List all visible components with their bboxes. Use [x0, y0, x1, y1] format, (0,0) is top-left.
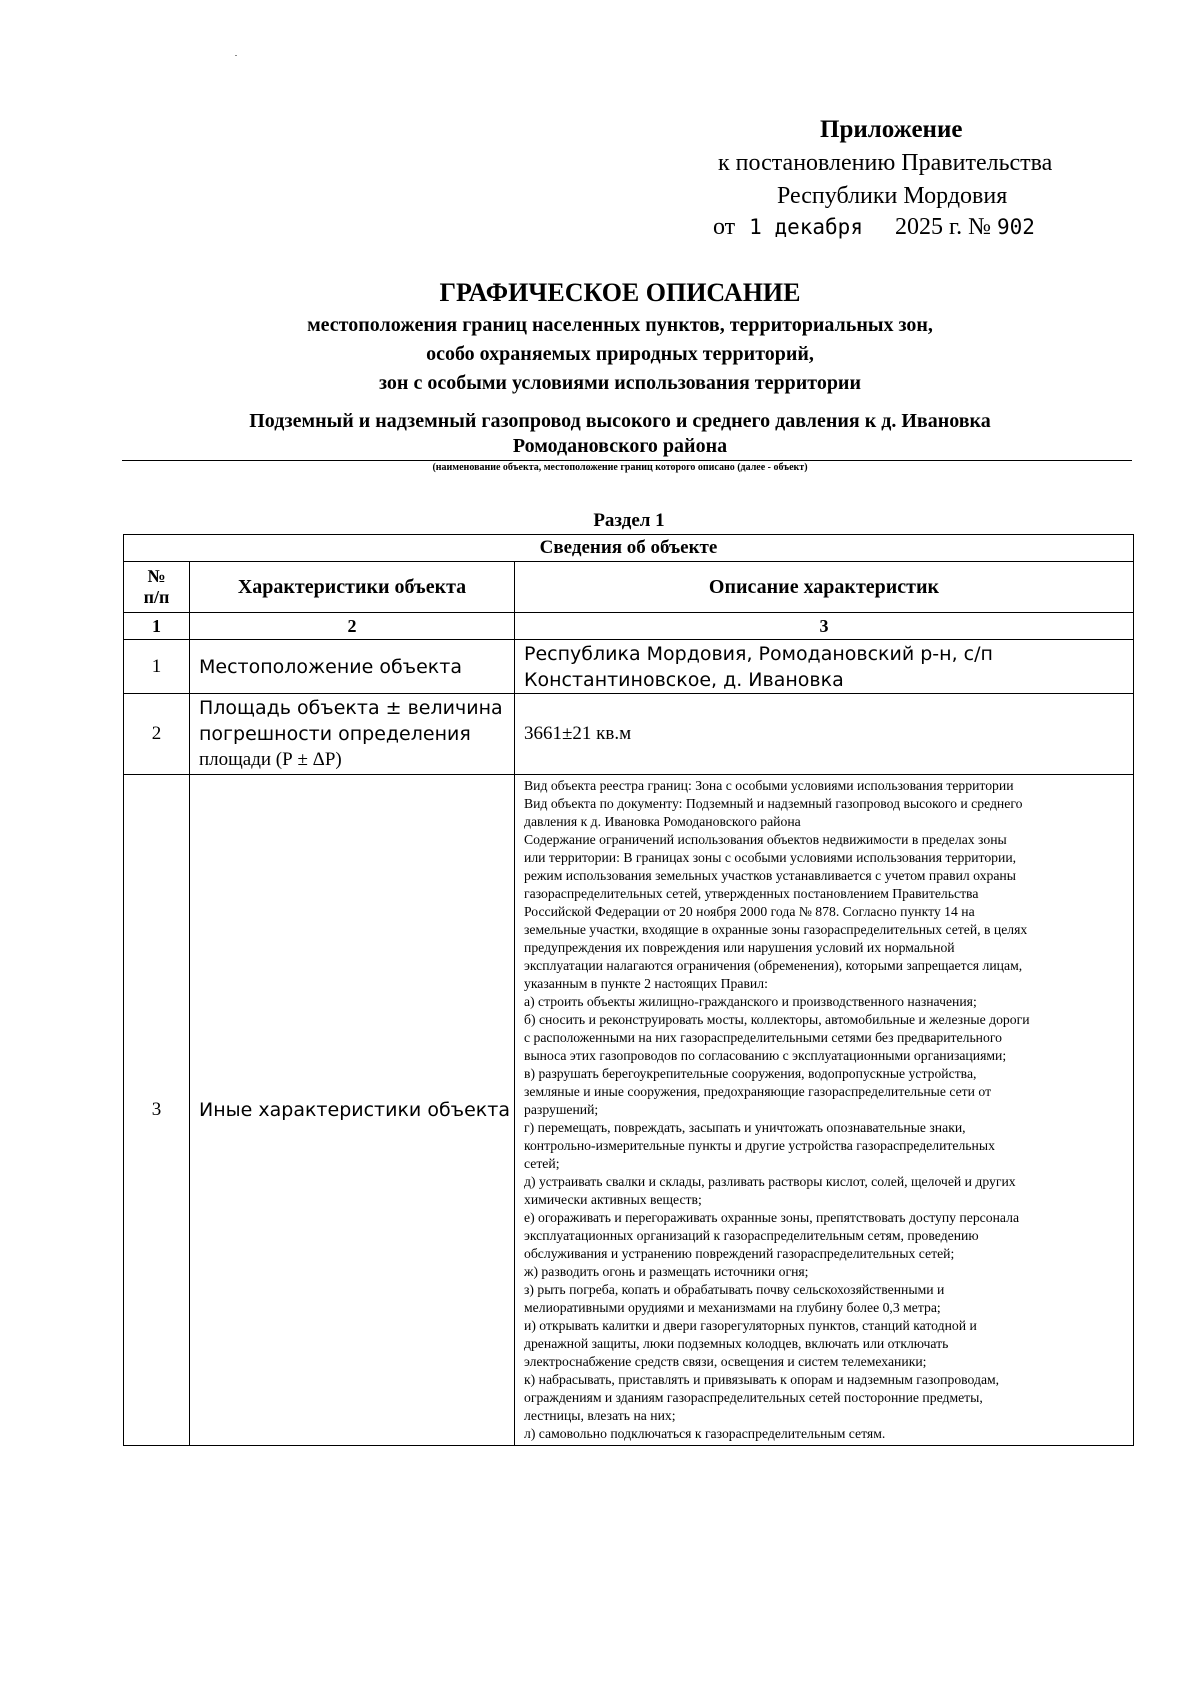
description-line: контрольно-измерительные пункты и другие устройства газораспределительных	[524, 1138, 995, 1153]
description-line: с расположенными на них газораспределительными сетями без предварительного	[524, 1030, 1002, 1045]
description-line: б) сносить и реконструировать мосты, коллекторы, автомобильные и железные дороги	[524, 1012, 1030, 1027]
table-caption-row	[124, 535, 1134, 562]
description-line: е) огораживать и перегораживать охранные зоны, препятствовать доступу персонала	[524, 1210, 1020, 1225]
description-line: Республика Мордовия, Ромодановский р-н, с/п	[524, 642, 993, 665]
resolution-number: 902	[997, 215, 1035, 239]
description-line: л) самовольно подключаться к газораспределительным сетям.	[524, 1426, 886, 1441]
subtitle-line-2: особо охраняемых природных территорий,	[426, 343, 814, 365]
description-cell	[515, 640, 1134, 694]
table-header-row	[124, 562, 1134, 613]
table-row	[124, 694, 1134, 775]
description-line: в) разрушать берегоукрепительные сооружения, водопропускные устройства,	[524, 1066, 977, 1081]
description-line: эксплуатации налагаются ограничения (обременения), которыми запрещается лицам,	[524, 958, 1023, 973]
header-characteristics: Характеристики объекта	[190, 562, 515, 613]
column-number: 3	[515, 613, 1134, 640]
description-line: мелиоративными орудиями и механизмами на глубину более 0,3 метра;	[524, 1300, 941, 1315]
column-number: 1	[124, 613, 190, 640]
document-title: ГРАФИЧЕСКОЕ ОПИСАНИЕ	[439, 278, 801, 307]
characteristic-cell	[190, 775, 515, 1446]
description-line: Вид объекта по документу: Подземный и надземный газопровод высокого и среднего	[524, 796, 1023, 811]
description-line: лестницы, влезать на них;	[524, 1408, 676, 1423]
characteristic-line: погрешности определения	[199, 723, 471, 745]
description-line: режим использования земельных участков устанавливается с учетом правил охраны	[524, 868, 1016, 883]
description-line: Константиновское, д. Ивановка	[524, 668, 844, 691]
description-line: дренажной защиты, люки подземных колодцев, включать или отключать	[524, 1336, 949, 1351]
description-line: Вид объекта реестра границ: Зона с особыми условиями использования территории	[524, 778, 1014, 793]
description-line: а) строить объекты жилищно-гражданского и производственного назначения;	[524, 994, 977, 1009]
description-line: электроснабжение средств связи, освещения и систем телемеханики;	[524, 1354, 927, 1369]
description-line: к) набрасывать, приставлять и привязывать к опорам и надземным газопроводам,	[524, 1372, 1000, 1387]
description-line: земельные участки, входящие в охранные зоны газораспределительных сетей, в целях	[524, 922, 1028, 937]
table-row	[124, 775, 1134, 1446]
appendix-title: Приложение	[820, 116, 963, 143]
object-name-line-1: Подземный и надземный газопровод высокого и среднего давления к д. Ивановка	[249, 410, 991, 432]
header-description: Описание характеристик	[515, 562, 1134, 613]
description-line: Содержание ограничений использования объектов недвижимости в пределах зоны	[524, 832, 1007, 847]
description-cell	[515, 775, 1134, 1446]
description-line: д) устраивать свалки и склады, разливать растворы кислот, солей, щелочей и других	[524, 1174, 1016, 1189]
table-row	[124, 640, 1134, 694]
characteristic-line: площади (Р ± ΔР)	[199, 749, 342, 770]
description-line: земляные и иные сооружения, предохраняющие газораспределительные сети от	[524, 1084, 992, 1099]
object-name-line-2: Ромодановского района	[512, 435, 728, 457]
description-line: выноса этих газопроводов по согласованию с эксплуатационными организациями;	[524, 1048, 1007, 1063]
description-line: газораспределительных сетей, утвержденных постановлением Правительства	[524, 886, 979, 901]
date-year: 2025 г. №	[894, 214, 992, 240]
appendix-line-2: Республики Мордовия	[777, 183, 1008, 209]
header-number-line-1: №	[147, 566, 166, 586]
characteristic-cell	[190, 640, 515, 694]
description-line: Российской Федерации от 20 ноября 2000 года № 878. Согласно пункту 14 на	[524, 904, 975, 919]
characteristic-cell	[190, 694, 515, 775]
column-number-row	[124, 613, 1134, 640]
row-number: 2	[124, 694, 190, 775]
object-name-caption: (наименование объекта, местоположение границ которого описано (далее - объект)	[432, 462, 808, 473]
description-line: химически активных веществ;	[524, 1192, 702, 1207]
date-day-month: 1 декабря	[749, 215, 863, 239]
description-line: сетей;	[524, 1156, 560, 1171]
description-line: предупреждения их повреждения или нарушения условий их нормальной	[524, 940, 955, 955]
description-cell	[515, 694, 1134, 775]
description-line: указанным в пункте 2 настоящих Правил:	[524, 976, 768, 991]
description-line: обслуживания и устранению повреждений газораспределительных сетей;	[524, 1246, 955, 1261]
description-line: з) рыть погреба, копать и обрабатывать почву сельскохозяйственными и	[524, 1282, 945, 1297]
description-line: или территории: В границах зоны с особыми условиями использования территории,	[524, 850, 1017, 865]
header-number-line-2: п/п	[143, 587, 170, 607]
section-title: Раздел 1	[593, 510, 665, 531]
subtitle-line-1: местоположения границ населенных пунктов, территориальных зон,	[307, 314, 933, 336]
description-line: давления к д. Ивановка Ромодановского района	[524, 814, 801, 829]
description-line: г) перемещать, повреждать, засыпать и уничтожать опознавательные знаки,	[524, 1120, 966, 1135]
characteristic-line: Площадь объекта ± величина	[199, 697, 503, 719]
appendix-line-1: к постановлению Правительства	[718, 150, 1053, 176]
subtitle-line-3: зон с особыми условиями использования территории	[379, 372, 861, 394]
appendix-date-line	[713, 214, 1035, 241]
characteristic-line: Иные характеристики объекта	[199, 1099, 510, 1121]
description-line: ограждениям и зданиям газораспределительных сетей посторонние предметы,	[524, 1390, 983, 1405]
object-name-underline	[122, 460, 1132, 461]
row-number: 3	[124, 775, 190, 1446]
description-line: ж) разводить огонь и размещать источники огня;	[524, 1264, 809, 1279]
table-caption: Сведения об объекте	[124, 535, 1134, 562]
column-number: 2	[190, 613, 515, 640]
scan-speck	[235, 55, 237, 56]
object-info-table	[123, 534, 1134, 1446]
row-number: 1	[124, 640, 190, 694]
description-line: и) открывать калитки и двери газорегуляторных пунктов, станций катодной и	[524, 1318, 977, 1333]
description-line: 3661±21 кв.м	[524, 723, 632, 744]
description-line: эксплуатационных организаций к газораспределительным сетям, проведению	[524, 1228, 979, 1243]
description-line: разрушений;	[524, 1102, 599, 1117]
date-prefix: от	[713, 214, 736, 240]
header-number	[124, 562, 190, 613]
characteristic-line: Местоположение объекта	[199, 655, 462, 678]
